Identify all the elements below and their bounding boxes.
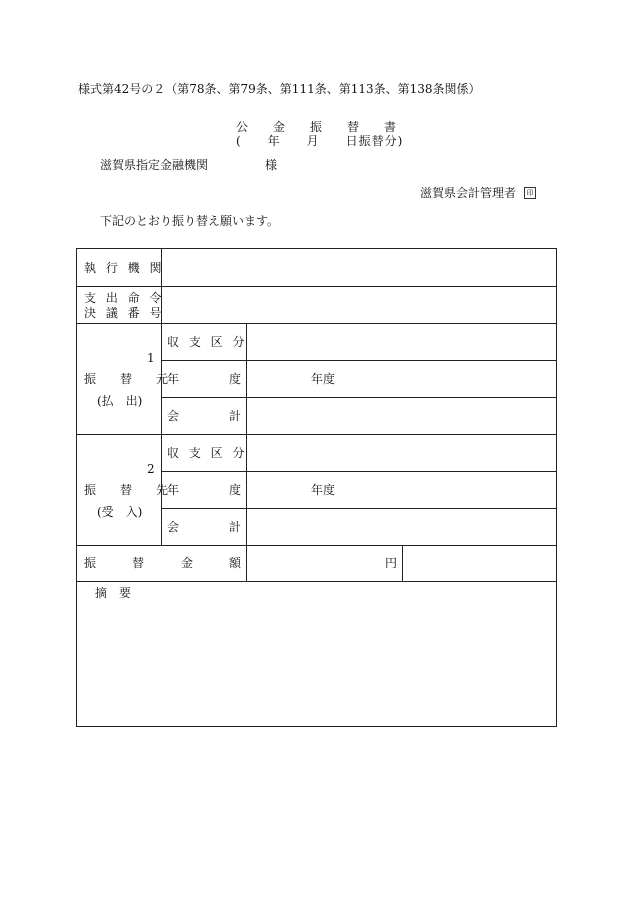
destination-label: 振 替 先 (84, 483, 169, 497)
order-number-value[interactable] (163, 288, 553, 321)
row-divider (161, 360, 556, 361)
amount-value[interactable] (248, 547, 383, 579)
row-divider (77, 323, 556, 324)
executing-agency-value[interactable] (163, 251, 553, 284)
order-label-line1: 支 出 命 令 (84, 291, 165, 305)
destination-account-value[interactable] (248, 510, 553, 543)
form-number: 様式第42号の２（第78条、第79条、第111条、第113条、第138条関係） (78, 82, 481, 96)
title-char: 公 (236, 120, 249, 134)
destination-year-suffix: 年度 (311, 483, 336, 497)
row-divider (161, 471, 556, 472)
summary-label: 摘 要 (95, 586, 132, 600)
title-char: 金 (273, 120, 286, 134)
source-account-label-left: 会 (167, 409, 180, 423)
executing-agency-label: 執 行 機 関 (84, 261, 165, 275)
source-account-value[interactable] (248, 399, 553, 432)
destination-account-label-right: 計 (229, 520, 242, 534)
row-divider (77, 545, 556, 546)
addressee-honorific: 様 (265, 158, 278, 172)
destination-account-label-left: 会 (167, 520, 180, 534)
title-char: 振 (310, 120, 323, 134)
amount-label-char: 金 (181, 556, 194, 570)
source-year-label-right: 度 (229, 372, 242, 386)
source-account-label-right: 計 (229, 409, 242, 423)
row-divider (77, 434, 556, 435)
row-divider (161, 397, 556, 398)
row-divider (161, 508, 556, 509)
source-year-label-left: 年 (167, 372, 180, 386)
row-divider (77, 286, 556, 287)
title-char: 書 (384, 120, 397, 134)
source-category-label: 収 支 区 分 (167, 335, 248, 349)
amount-label-char: 替 (132, 556, 145, 570)
order-label-line2: 決 議 番 号 (84, 306, 165, 320)
source-sublabel: (払 出) (97, 394, 143, 408)
transfer-date-line: ( 年 月 日振替分) (236, 134, 404, 148)
source-year-suffix: 年度 (311, 372, 336, 386)
destination-sublabel: (受 入) (97, 505, 143, 519)
amount-extra-cell[interactable] (404, 547, 554, 579)
amount-label-char: 振 (84, 556, 97, 570)
transfer-form-table (76, 248, 557, 727)
source-category-value[interactable] (248, 325, 553, 358)
seal-icon: 印 (524, 187, 536, 199)
column-divider (402, 545, 403, 581)
destination-year-label-right: 度 (229, 483, 242, 497)
sender-name: 滋賀県会計管理者 (420, 186, 517, 200)
destination-category-label: 収 支 区 分 (167, 446, 248, 460)
source-label: 振 替 元 (84, 372, 169, 386)
request-text: 下記のとおり振り替え願います。 (100, 214, 280, 228)
destination-category-value[interactable] (248, 436, 553, 469)
row-divider (77, 581, 556, 582)
destination-number: 2 (147, 462, 155, 476)
source-number: 1 (147, 351, 155, 365)
title-char: 替 (347, 120, 360, 134)
addressee: 滋賀県指定金融機関 (100, 158, 209, 172)
summary-value[interactable] (79, 604, 553, 724)
amount-unit: 円 (385, 556, 398, 570)
amount-label-char: 額 (229, 556, 242, 570)
destination-year-label-left: 年 (167, 483, 180, 497)
